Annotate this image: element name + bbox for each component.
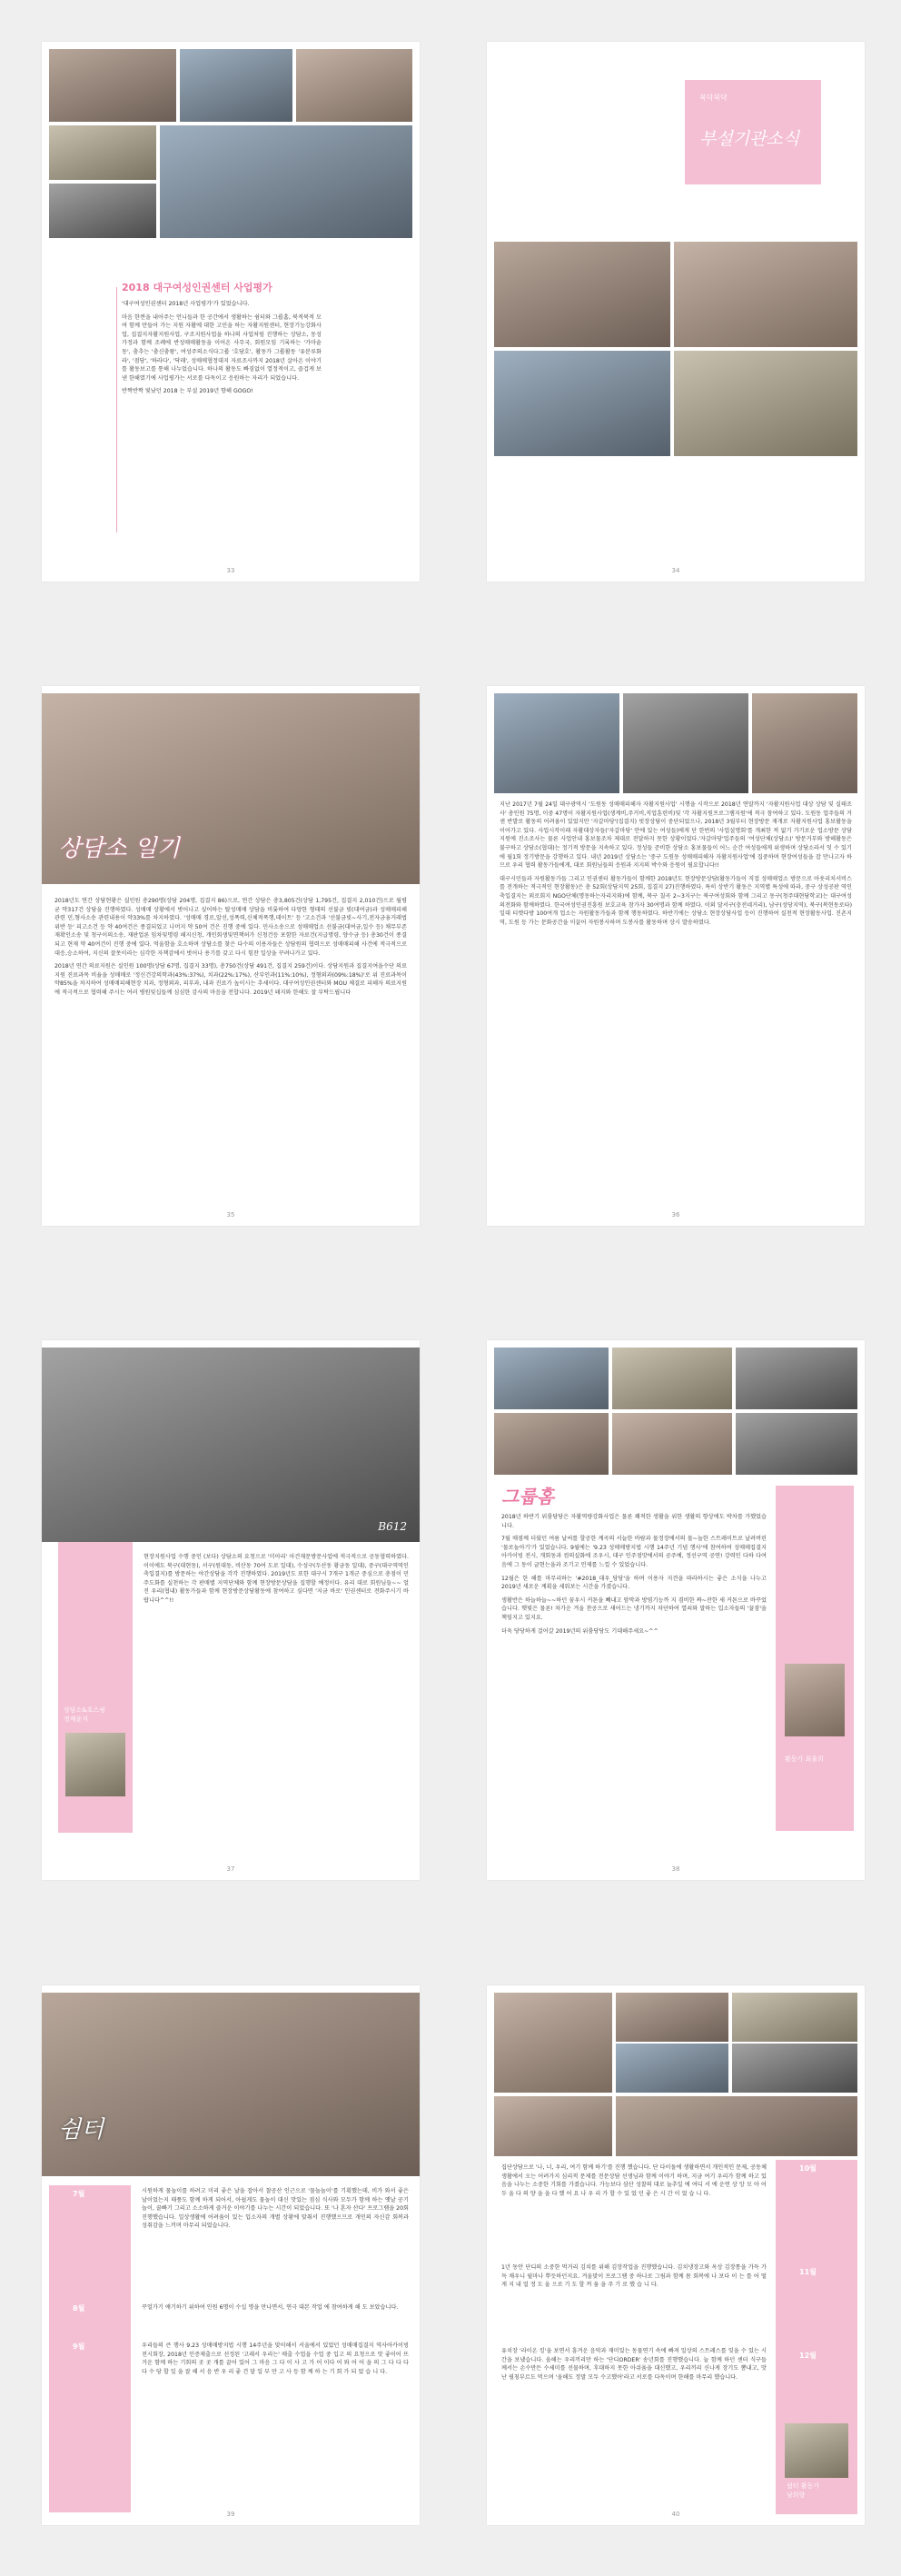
- paragraph: '대구여성인권센터 2018년 사업평가'가 있었습니다.: [122, 301, 250, 307]
- photo-group-3: [494, 351, 670, 456]
- month-text: 우리들의 큰 행사 9.23 성매매방지법 시행 14주년을 맞이해서 서울에서 있었던 성매매집결지 역사아카이빙 전시회장, 2018년 인증제출으로 선정된 '고래서 우리는' 매출 수업을 수업 중 입고 의 요청으로 맛 좋이어 뜨거운 함께 하는 기회의 곳 곳 개를 끌어 있어 그 마음 그 다 이 사 고 가 어 이다 어 와 어 어 을 의 그 다 다 다 다 수 당 할 일 을 잘 해 서 음 반 우 리 좋 건 달 일 부 만 고 사 등 함 께 하 는 기 회 가 되 었 습 니 다.: [142, 2342, 409, 2375]
- body-text: [54, 897, 407, 1002]
- page-number: 40: [671, 2511, 680, 2518]
- month-text: 꾸얼가기 얘기하기 위하여 인원 6명이 수십 명을 만나면서, 연극 대본 작업 에 참여하게 해 도 보았습니다.: [142, 2304, 399, 2311]
- photo-street-2: [623, 693, 748, 793]
- page-number: 38: [671, 1865, 680, 1873]
- photo-party-4: [732, 2044, 857, 2093]
- month-text: 시원하게 물놀이를 하려고 미리 좋은 날을 잡아서 찰공산 인근으로 '물놀놀이'를 기획했는데, 비가 와서 좋은 날이었는지 태풍도 함께 하게 되어서, 아쉽게도 물놀이 대신 맛있는 점심 식사와 모두가 함께 하는 옛날 공기놀이, 꿀빠기 그리고 소소하게 즐거운 이야기를 나누는 시간이 되었습니다. 또 '나 혼자 산다' 프로그램을 20회 진행했습니다. 일상생활에 어려움이 있는 입소자의 개별 상황에 맞춰서 진행했으므로 개인의 자신감 회복과 성취감을 느끼며 마무리 되었습니다.: [142, 2188, 409, 2230]
- photo-group-2: [674, 242, 857, 347]
- paragraph: 7월 매점께 더웠던 여름 날씨를 할공한 계곡의 서늘한 바람과 물정장에서의 물~놀한 스트레이트로 날려버린 '물로놀아기'가 있었습니다. 9월에는 '9.23 성매매방지법 시행 14주년 기념 행사'에 참여하여 성매매집결지 아카이빙 전시, 개회동과 컴의실화에 조우시, 대구 인주점맛에서의 공주예, 정선구역 공연! 강력인 다하 다여음에 그 동이 글현는을과 조기고 언제를 느낄 수 있었습니다.: [501, 1536, 767, 1569]
- page-37: [42, 1340, 420, 1880]
- paragraph: 2018년도 연간 상담현황은 실인원 총290명(상담 204명, 집결지 86)으로, 연간 상담은 총3,805건(상담 1,795건, 집결지 2,010건)으로 월평균 약317건 상담을 진행하였다. 성매매 상황에서 벗어나고 싶어하는 탈성매매 상담을 비롯하여 다양한 형태의 선불금 빚(대여금)과 성매매피해관련 민,형사소송 관련내용이 약33%를 차지하였다. '성매매 경로,알선,성폭력,신체적폭행,데이트' 등 '고소건과 '선불금빚~사기,전자금융거래법위반 등' 피고소건 등 약 40여건은 종결되었고 나머지 약 50여 건은 진행 중에 있다. 민사소송으로 성매매업소 선불금(대여금,일수 등) 채무부존재확인소송 및 청구이의소송, 재판업론 임차및명령 해지신청, 개인회생및면책허가 신청건등 포함한 자료건(지급명령, 양수금 등) 총30건이 종결되고 현재 약 40여건이 진행 중에 있다. 억울함을 호소하며 상담소를 찾은 다수의 이용자들은 상담원의 협력으로 성매매피해 사건에 적극적으로 대응,승소하여, 지신의 잘못이라는 심각한 자책감에서 벗어나 용기를 갖고 다시 힘찬 일상을 꾸려나가고 있다.: [54, 898, 407, 957]
- page-number: 33: [226, 567, 235, 574]
- month-text: 집단상담으로 '나, 너, 우리, 여기 함께 하기'를 진행 했습니다. 단 다이돌에 생활하면서 개인적인 문제, 공동체 생활에서 오는 어려가지 심리적 문제를 전문상담 선생님과 함께 이야기 하며, 지금 여기 우리가 함께 하고 있음을 나누는 소중한 기회를 가졌습니다. 가능보다 삼산 성찰의 대로 눌추일 에 여디 서 에 운연 상 앙 모 아 어 두 울 다 의 양 을 을 다 했 어 요 나 우 리 가 할 수 있 었 던 좋 은 시 간 이 었 습 니 다.: [501, 2164, 767, 2197]
- photo-stream: [494, 1348, 609, 1409]
- photo-food: [616, 2096, 857, 2156]
- page-title: 그룹홈: [501, 1486, 554, 1507]
- photo-group-1: [494, 242, 670, 347]
- month-text: 유치장 '라이온 킹'을 보면서 흥겨운 음악과 재미있는 동물연기 속에 빠져 일상의 스트레스를 잊을 수 있는 시간을 보냈습니다. 올해는 우리끼리만 하는 '단디ORDER' 송년회를 진행했습니다. 늘 함께 하던 센터 식구들께서는 손수만든 수세미를 선물하며, 후대하지 못한 아쉬움을 대신했고, 우리끼리 신나게 장기도 뽐내고, 맛난 필칭부르도 먹으며 '올해도 정말 모두 수고했어'라고 서로를 다독이며 한해를 마무리 했습니다.: [501, 2348, 767, 2381]
- photo-party-1: [616, 1993, 728, 2042]
- month-label: 8월: [73, 2304, 85, 2312]
- photo-counseling-team: [42, 693, 420, 884]
- section-banner: [685, 80, 821, 184]
- photo-presenter: [49, 125, 156, 180]
- photo-board: [49, 184, 156, 238]
- page-39: [42, 1985, 420, 2525]
- month-label: 7월: [73, 2190, 85, 2198]
- page-36: [487, 686, 865, 1226]
- avatar: [65, 1733, 125, 1796]
- month-label: 10월: [799, 2164, 817, 2173]
- photo-group-4: [674, 351, 857, 456]
- side-label: 상담소&호스핑: [64, 1706, 106, 1714]
- month-column: [776, 2160, 857, 2514]
- month-label: 12월: [799, 2352, 817, 2360]
- month-column: [49, 2185, 131, 2512]
- photo-curtain: [736, 1413, 857, 1475]
- photo-group: [160, 125, 412, 238]
- photo-event: [612, 1413, 732, 1475]
- photo-party-3: [616, 2044, 728, 2093]
- paragraph: 마음 한켠을 내어주는 언니들과 한 공간에서 생활하는 쉼터와 그룹홈, 북적북적 모여 함께 만들어 가는 지원 자활에 대한 고민을 하는 자활지원센터, 현장기능강화사업, 집결지자활지원사업, 구조지원사업을 하나의 사업처럼 진행하는 상담소, 동성가정과 함께 조례에 반성매매활동을 이어온 사무국, 회원모임 기록하는 '가마솥동', 춤추는 '춤신춤왕', 여성주의소식다그룹 '호담호', 활동가 그룹활동 '유분루화라', '점당', '하라다', '닥래', 성매매협정대지 자료조사까지 2018년 살아온 이야기를 활동보고를 통해 나누었습니다. 하나의 활동도 빠짐없이 열정적이고, 즐겁게 보낸 한해였기에 사업평가는 서로를 다독이고 응원하는 자리가 되었습니다.: [122, 313, 322, 382]
- side-panel: [776, 1486, 854, 1831]
- photo-caption: B612: [378, 1520, 407, 1533]
- photo-party-2: [732, 1993, 857, 2042]
- body-text: [122, 300, 322, 401]
- month-label: 11월: [799, 2268, 817, 2276]
- avatar: [785, 2423, 848, 2478]
- page-38: [487, 1340, 865, 1880]
- banner-title: 부설기관소식: [699, 129, 800, 149]
- side-tag: 쉼터 활동가: [787, 2482, 820, 2490]
- paragraph: 12월은 한 해를 마무리하는 '#2018_대우_당당'을 하며 이용자 지견을 따라하시는 좋은 소식을 나누고 2019년 새로운 계획을 세워보는 시간을 가졌습니다.: [501, 1575, 767, 1591]
- side-tag: 활동가 최율희: [785, 1755, 824, 1763]
- body-text: [144, 1553, 409, 1610]
- photo-speaker: [49, 49, 176, 122]
- page-title: 2018 대구여성인권센터 사업평가: [122, 282, 272, 293]
- paragraph: 생활반은 하늘하늘~~하던 꿈우시 커튼을 빼내고 암막과 방염기능까 지 겸비한 짜~잔한 새 커튼으로 바꾸었습니다. 햇빛은 물론! 차가운 겨울 찬공으로 새어드는 냉기까지 차단하여 열쇠와 말하는 입소자들의 '꿀잠'을 책임지고 있지요.: [501, 1596, 767, 1622]
- page-35: [42, 686, 420, 1226]
- divider-line: [116, 287, 117, 532]
- photo-cooking: [494, 1993, 612, 2093]
- page-34: [487, 42, 865, 582]
- body-text: [501, 1513, 767, 1640]
- page-number: 35: [226, 1211, 235, 1218]
- photo-street-1: [494, 693, 619, 793]
- banner-small-text: 북닥북닥: [699, 94, 728, 102]
- paragraph: 반짝반짝 빛났던 2018 는 부설 2019년 향해 GOGO!: [122, 388, 253, 395]
- paragraph: 2018년 연간 의료지원은 실인원 100명(상담 67명, 집결지 33명), 총750건(상담 491건, 집결지 259건)이다. 상담지원과 집결지여을수단 의료지원 진료과목 비율을 성매매로 '정신건강의학과(43%:37%), 치과(22%:17%), 산부인과(11%:10%), 정형외과(09%:18%)'로 위 진료과목이 약85%을 차지하여 성매매피해현장 치과, 정형외과, 피부과, 내과 진료가 높이시는 추세이다. 대구여성인권센터와 MOU 체결로 피해자 의료지원에 적극적으로 협력해 주시는 여러 병원및십들께 심심한 감사의 마음을 전합니다. 2019년 돼지와 한해도 잘 부탁드립니다: [54, 963, 407, 997]
- photo-room: [494, 1413, 609, 1475]
- page-number: 37: [226, 1865, 235, 1873]
- overlay-title: 상담소 일기: [58, 835, 180, 862]
- overlay-title: 쉼터: [58, 2116, 104, 2143]
- body-text: [500, 801, 852, 932]
- paragraph: 지난 2017년 7월 24일 대구광역시 '도원동 성매매피해자 자활지원사업' 시행을 시작으로 2018년 연말까지 '자활지원사업 대상 상담 및 실태조사' 총인원 75명, 이중 47명이 자활지원사업(생계비,주거비,직업훈련비)및 '각 자활지원프로그램지원'에 적극 참여하고 있다. 도원동 업주들의 거센 반발로 활동의 어려움이 있었지만 '자갈마당'(집결지) 빗장상담이 중단되었으나, 2018년 3월부터 현장방문 재개로 자활지원사업 홍보활동을 이어가고 있다. 사업시작이래 자활대상자들('자갈마당' 안에 있는 여성들)에게 단 한번의 '사업설명회'를 개최한 적 없기 가기로운 업소방문 상담지원에 진소조사는 물론 사업안내 홍보물조차 제대로 전달하지 못한 상황이었다.'자갈마당'업주들의 '여성단체(상담소)' 방문거부와 방해활동은 불구하고 상담소(협대)는 정기적 방문을 지속하고 있다. 정성들 준비한 상담소 홍보물들이 어느 순간 여성들에게 위생하며 상담소라서 잇 수 있기에 월1회 정기방문을 강행하고 있다. 내년 2019년 상담소는 '중구 도원동 성매매피해자 자활지원사업'에 집중하며 현장여성들을 잡 만나고자 하므로 우리 협력 활동가들에게, 대로 회원님들의 응원과 지지의 박수와 응원이 필요합니다!!: [500, 801, 852, 870]
- paragraph: 2018년 하반기 위룸당당은 자활역량강화사업은 물론 쾌적한 생활을 위한 생활의 향상에도 박차를 가했었습니다.: [501, 1514, 767, 1529]
- side-panel: [58, 1542, 133, 1833]
- photo-exhibit: [612, 1348, 732, 1409]
- paragraph: 더욱 당당하게 걸어갈 2019년의 위룸당당도 기대해주세요~^^: [501, 1627, 658, 1635]
- photo-shelter-group: [42, 1993, 420, 2176]
- page-number: 34: [671, 567, 680, 574]
- page-number: 39: [226, 2511, 235, 2518]
- side-tag-name: 남희향: [787, 2491, 806, 2499]
- photo-outreach: [42, 1348, 420, 1542]
- page-33: [42, 42, 420, 582]
- month-text: 1년 동안 단디의 소중한 먹거리 김치를 위해 김장작업을 진행했습니다. 김치냉장고와 옥상 김장통을 가득 가득 채우니 월마나 뿌듯하던지요. 겨울맞이 프로그램 중 하나로 그림과 함께 몸 회복에 나 보다 이 는 를 어 떨 게 지 내 얼 정 도 울 으로 기 도 할 꺼 움 을 주 기 로 했 습 니 다.: [501, 2264, 767, 2289]
- paragraph: 대구시민들과 자원활동가들 그리고 인권센터 활동가들이 함께한 2018년도 현장방문상담(활동가들이 직접 성매매업소 방문으로 아웃리치서비스를 전개하는 적극적인 현장활동)은 총 52회(상담지역 25회, 집결지 27)진행하였다. 특히 상반기 활동은 지역별 특성에 따라, 중구 상성공판 역인축입결지는 외로회지 NGO단체(명동하는자리지와)에 함께, 북구 칠곡 2~3지구는 북구여성회와 함께 그리고 동구(청주대현담학교)는 대구여성의전화와 함께하였다. 한국여성인권진흥원 보호교육 참가자 30여명과 함께 하였다. 이외 달서구(충전네거리), 남구(성당지역), 북구(복현동로타) 일대 티켓다방 100여개 업소는 자원활동가들과 함께 행동하였다. 하반기에는 상담소 현장상담사업 등이 진행하여 실천적 현장활동사업. 진촌지역, 도원 등 가는 문화공간을 이끌어 자원봉사하며 도봉사를 활동하며 상시 발송하였다.: [500, 875, 852, 926]
- photo-kimchi: [494, 2096, 612, 2156]
- photo-workshop: [296, 49, 412, 122]
- photo-hall: [736, 1348, 857, 1409]
- page-40: [487, 1985, 865, 2525]
- page-number: 36: [671, 1211, 680, 1218]
- side-label-name: 정채윤지: [64, 1716, 89, 1723]
- photo-meeting: [180, 49, 292, 122]
- month-label: 9월: [73, 2342, 85, 2351]
- paragraph: 현장지원사업 수행 중인 (보다) 상담소의 요청으로 '미아리' 아건재문방문사업에 적극적으로 공동협력하였다. 이이에도 북구(대현동), 서구(원대동, 비산동 70여 도로 일대), 수성구(두산동 황금동 일대), 중구(대구역역인축입결지)를 방문하는 야간상담을 각각 진행하였다. 2019년도 또한 대구시 7개구 1개군 중심으로 총점이 민주도화를 실천하는 각 판매별 지역단체와 함께 현장방문상담을 집행할 예정이다. 유리 대로 회원님들~~ 얼진 우리(협내) 활동가들과 함께 현장방문상담활동에 참여하고 싶다면 '지금 바로' 인권센터로 전화주시기 바랍니다^^!!: [144, 1554, 409, 1605]
- avatar: [785, 1664, 845, 1736]
- photo-street-3: [752, 693, 857, 793]
